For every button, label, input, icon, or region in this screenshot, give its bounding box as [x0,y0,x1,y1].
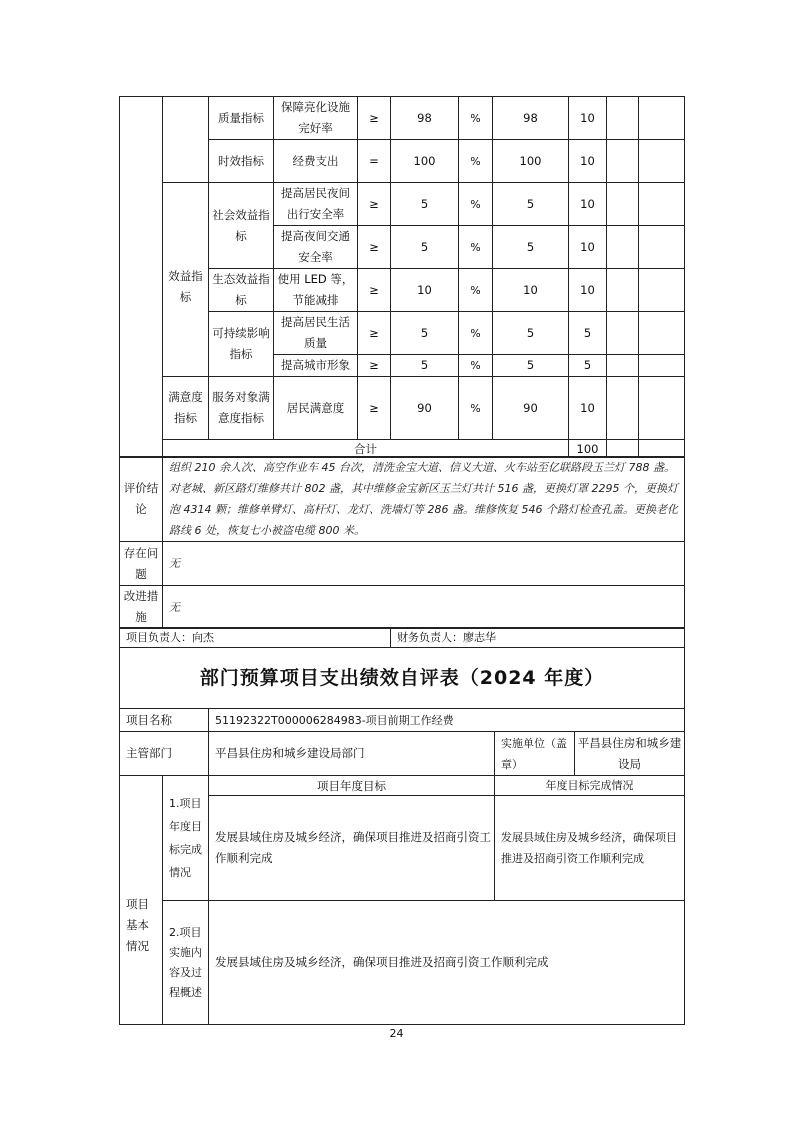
unit-cell: % [459,312,493,355]
problems-row [120,542,685,586]
level2-cell: 服务对象满意度指标 [209,377,274,440]
empty-cell [639,440,685,458]
level1-benefit-cell: 效益指标 [163,183,209,377]
empty-cell [607,97,639,140]
performance-table [119,96,685,458]
empty-cell [607,377,639,440]
empty-cell [639,355,685,377]
unit-cell: % [459,269,493,312]
unit-cell: % [459,377,493,440]
annual-goal-header: 项目年度目标 [209,776,495,796]
conclusion-label: 评价结论 [120,457,163,542]
signature-row [120,628,685,648]
title-row [120,648,685,709]
operator-cell: ≥ [358,226,391,269]
empty-cell [607,440,639,458]
level3-cell: 提高居民夜间出行安全率 [274,183,358,226]
target-cell: 90 [391,377,459,440]
empty-cell [639,377,685,440]
annual-goal-text: 发展县域住房及城乡经济，确保项目推进及招商引资工作顺利完成 [209,796,495,901]
actual-cell: 98 [493,97,569,140]
target-cell: 5 [391,183,459,226]
form2-table [119,647,685,1025]
form-title: 部门预算项目支出绩效自评表（2024 年度） [120,648,685,709]
unit-cell: % [459,97,493,140]
conclusion-text: 组织 210 余人次、高空作业车 45 台次，清洗金宝大道、信义大道、火车站至亿联路段玉兰灯 788 盏。对老城、新区路灯维修共计 802 盏，其中维修金宝新区玉兰灯共计 516 盏，更换灯罩 2295 个，更换灯泡 4314 颗；维修单臂灯、高杆灯、龙灯、洗墙灯等 286 盏。维修恢复 546 个路灯检查孔盖。更换老化路线 6 处，恢复七小被盗电缆 800 米。 [163,457,685,542]
level1-satisfaction-cell: 满意度指标 [163,377,209,440]
operator-cell: ≥ [358,355,391,377]
unit-cell: % [459,140,493,183]
unit-cell: % [459,183,493,226]
level3-cell: 使用 LED 等，节能减排 [274,269,358,312]
empty-cell [607,140,639,183]
section2-text: 发展县域住房及城乡经济，确保项目推进及招商引资工作顺利完成 [209,901,685,1025]
actual-cell: 10 [493,269,569,312]
empty-cell [607,312,639,355]
score-cell: 5 [569,355,607,377]
finance-lead: 财务负责人：廖志华 [391,628,685,648]
page-number: 24 [389,1027,404,1040]
operator-cell: ≥ [358,377,391,440]
section1-label: 1.项目年度目标完成情况 [163,776,209,901]
empty-cell [639,183,685,226]
improvements-row [120,586,685,629]
target-cell: 5 [391,355,459,377]
empty-cell [639,140,685,183]
problems-text: 无 [163,542,685,586]
empty-cell [639,269,685,312]
empty-cell [639,312,685,355]
level3-cell: 提高居民生活质量 [274,312,358,355]
goal-header-row [120,776,685,796]
section2-row [120,901,685,1025]
level1-output-cell [163,97,209,183]
section2-label: 2.项目实施内容及过程概述 [163,901,209,1025]
operator-cell: ≥ [358,269,391,312]
project-lead: 项目负责人：向杰 [120,628,391,648]
project-name-value: 51192322T000006284983-项目前期工作经费 [209,709,685,732]
empty-cell [639,97,685,140]
actual-cell: 5 [493,312,569,355]
unit-cell: % [459,226,493,269]
completion-header: 年度目标完成情况 [495,776,685,796]
completion-text: 发展县域住房及城乡经济，确保项目推进及招商引资工作顺利完成 [495,796,685,901]
score-cell: 10 [569,377,607,440]
target-cell: 98 [391,97,459,140]
actual-cell: 5 [493,226,569,269]
target-cell: 5 [391,312,459,355]
problems-label: 存在问题 [120,542,163,586]
target-cell: 100 [391,140,459,183]
project-name-row [120,709,685,732]
score-cell: 10 [569,140,607,183]
empty-cell [639,226,685,269]
improvements-label: 改进措施 [120,586,163,629]
dept-row [120,732,685,776]
score-cell: 10 [569,183,607,226]
empty-cell [607,226,639,269]
actual-cell: 90 [493,377,569,440]
score-cell: 10 [569,269,607,312]
dept-label: 主管部门 [120,732,209,776]
level2-cell: 生态效益指标 [209,269,274,312]
actual-cell: 100 [493,140,569,183]
score-cell: 10 [569,226,607,269]
total-score: 100 [569,440,607,458]
level3-cell: 保障亮化设施完好率 [274,97,358,140]
level2-cell: 社会效益指标 [209,183,274,269]
level3-cell: 提高城市形象 [274,355,358,377]
level2-cell: 可持续影响指标 [209,312,274,377]
total-row [120,440,685,458]
level3-cell: 经费支出 [274,140,358,183]
conclusion-row [120,457,685,542]
level3-cell: 居民满意度 [274,377,358,440]
actual-cell: 5 [493,183,569,226]
score-cell: 10 [569,97,607,140]
score-cell: 5 [569,312,607,355]
unit-cell: % [459,355,493,377]
evaluation-table [119,456,685,629]
level2-cell: 时效指标 [209,140,274,183]
target-cell: 10 [391,269,459,312]
empty-cell [607,183,639,226]
level2-cell: 质量指标 [209,97,274,140]
operator-cell: ≥ [358,312,391,355]
empty-cell [607,269,639,312]
project-name-label: 项目名称 [120,709,209,732]
operator-cell: ≥ [358,183,391,226]
target-cell: 5 [391,226,459,269]
dept-value: 平昌县住房和城乡建设局部门 [209,732,495,776]
table-row [120,183,685,226]
signature-table [119,627,685,648]
level1-blank-cell [120,97,163,458]
improvements-text: 无 [163,586,685,629]
actual-cell: 5 [493,355,569,377]
operator-cell: ≥ [358,97,391,140]
basic-label: 项目基本情况 [120,776,163,1025]
level3-cell: 提高夜间交通安全率 [274,226,358,269]
total-label: 合计 [163,440,569,458]
impl-label: 实施单位（盖章） [495,732,575,776]
table-row [120,97,685,140]
impl-value: 平昌县住房和城乡建设局 [575,732,685,776]
table-row [120,377,685,440]
operator-cell: = [358,140,391,183]
empty-cell [607,355,639,377]
